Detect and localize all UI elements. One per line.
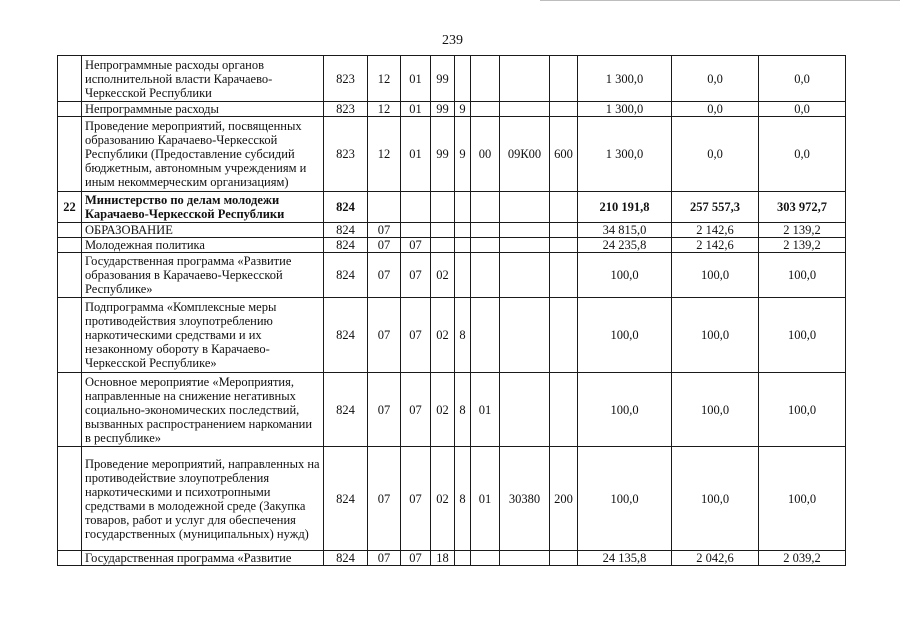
cell-vid [550, 253, 578, 298]
cell-vid: 200 [550, 447, 578, 551]
cell-idx [58, 102, 82, 117]
table-row [58, 192, 846, 223]
cell-sum1: 1 300,0 [578, 102, 672, 117]
cell-sum1: 24 235,8 [578, 238, 672, 253]
cell-sum1: 100,0 [578, 253, 672, 298]
budget-table-body [58, 56, 846, 566]
cell-prog: 99 [431, 117, 455, 192]
cell-podrazdel: 07 [401, 551, 431, 566]
cell-sum3: 0,0 [759, 56, 846, 102]
cell-podprog: 9 [455, 102, 471, 117]
cell-ved: 824 [324, 551, 368, 566]
cell-osn [471, 551, 500, 566]
cell-sum3: 2 139,2 [759, 223, 846, 238]
cell-razdel: 07 [368, 298, 401, 373]
cell-ved: 824 [324, 223, 368, 238]
cell-podrazdel: 01 [401, 117, 431, 192]
cell-sum2: 100,0 [672, 298, 759, 373]
cell-sum3: 100,0 [759, 298, 846, 373]
cell-osn: 01 [471, 373, 500, 447]
cell-sum2: 0,0 [672, 102, 759, 117]
cell-sum2: 100,0 [672, 447, 759, 551]
table-row [58, 102, 846, 117]
cell-direction [500, 238, 550, 253]
cell-direction [500, 551, 550, 566]
cell-ved: 823 [324, 102, 368, 117]
cell-idx [58, 373, 82, 447]
cell-prog: 02 [431, 447, 455, 551]
cell-direction [500, 223, 550, 238]
cell-podprog: 8 [455, 373, 471, 447]
cell-podprog: 8 [455, 298, 471, 373]
cell-razdel: 07 [368, 253, 401, 298]
cell-name: Основное мероприятие «Мероприятия, направленные на снижение негативных социально-экономических последствий, вызванных распространением наркомании в республике» [82, 373, 324, 447]
cell-vid [550, 238, 578, 253]
cell-osn [471, 102, 500, 117]
cell-name: Непрограммные расходы [82, 102, 324, 117]
cell-direction [500, 102, 550, 117]
cell-direction [500, 56, 550, 102]
cell-sum2: 100,0 [672, 253, 759, 298]
cell-sum1: 100,0 [578, 373, 672, 447]
cell-sum1: 34 815,0 [578, 223, 672, 238]
cell-sum1: 1 300,0 [578, 117, 672, 192]
cell-name: Проведение мероприятий, посвященных образованию Карачаево-Черкесской Республики (Предоставление субсидий бюджетным, автономным учреждениям и иным некоммерческим организациям) [82, 117, 324, 192]
cell-sum2: 2 042,6 [672, 551, 759, 566]
table-row [58, 223, 846, 238]
cell-vid [550, 102, 578, 117]
cell-direction [500, 192, 550, 223]
cell-idx [58, 223, 82, 238]
cell-podrazdel: 07 [401, 373, 431, 447]
cell-sum3: 100,0 [759, 373, 846, 447]
cell-razdel [368, 192, 401, 223]
cell-name: Непрограммные расходы органов исполнительной власти Карачаево-Черкесской Республики [82, 56, 324, 102]
cell-vid [550, 192, 578, 223]
cell-ved: 824 [324, 253, 368, 298]
cell-razdel: 07 [368, 447, 401, 551]
cell-podrazdel: 07 [401, 238, 431, 253]
cell-podrazdel: 07 [401, 253, 431, 298]
cell-podprog [455, 551, 471, 566]
cell-sum1: 100,0 [578, 298, 672, 373]
cell-osn [471, 253, 500, 298]
cell-razdel: 12 [368, 117, 401, 192]
cell-podprog [455, 253, 471, 298]
table-row [58, 56, 846, 102]
cell-podrazdel: 01 [401, 56, 431, 102]
cell-direction: 09К00 [500, 117, 550, 192]
cell-prog: 99 [431, 56, 455, 102]
cell-name: ОБРАЗОВАНИЕ [82, 223, 324, 238]
cell-osn [471, 192, 500, 223]
cell-direction [500, 373, 550, 447]
cell-podrazdel [401, 192, 431, 223]
cell-podrazdel [401, 223, 431, 238]
scan-edge-line [540, 0, 900, 1]
cell-osn [471, 238, 500, 253]
cell-podrazdel: 07 [401, 298, 431, 373]
cell-name: Подпрограмма «Комплексные меры противодействия злоупотреблению наркотическими средствами и их незаконному обороту в Карачаево-Черкесской Республике» [82, 298, 324, 373]
cell-podprog: 9 [455, 117, 471, 192]
cell-ved: 824 [324, 192, 368, 223]
cell-razdel: 12 [368, 56, 401, 102]
cell-prog [431, 192, 455, 223]
cell-podprog [455, 192, 471, 223]
cell-name: Государственная программа «Развитие образования в Карачаево-Черкесской Республике» [82, 253, 324, 298]
cell-direction [500, 253, 550, 298]
table-row [58, 447, 846, 551]
cell-prog: 02 [431, 298, 455, 373]
cell-ved: 824 [324, 447, 368, 551]
cell-podrazdel: 01 [401, 102, 431, 117]
table-row [58, 117, 846, 192]
cell-direction: 30380 [500, 447, 550, 551]
cell-osn: 01 [471, 447, 500, 551]
page-number: 239 [442, 33, 463, 48]
cell-sum3: 2 039,2 [759, 551, 846, 566]
cell-prog: 99 [431, 102, 455, 117]
cell-sum3: 100,0 [759, 253, 846, 298]
cell-ved: 824 [324, 373, 368, 447]
cell-razdel: 07 [368, 238, 401, 253]
cell-idx [58, 253, 82, 298]
cell-podprog: 8 [455, 447, 471, 551]
budget-table [57, 55, 846, 566]
cell-podprog [455, 238, 471, 253]
cell-osn [471, 298, 500, 373]
cell-sum3: 0,0 [759, 117, 846, 192]
cell-vid: 600 [550, 117, 578, 192]
cell-idx [58, 298, 82, 373]
cell-podprog [455, 223, 471, 238]
cell-sum2: 257 557,3 [672, 192, 759, 223]
cell-podrazdel: 07 [401, 447, 431, 551]
cell-ved: 824 [324, 238, 368, 253]
cell-vid [550, 298, 578, 373]
cell-sum3: 303 972,7 [759, 192, 846, 223]
table-row [58, 238, 846, 253]
cell-prog: 02 [431, 373, 455, 447]
cell-prog [431, 238, 455, 253]
cell-ved: 824 [324, 298, 368, 373]
table-row [58, 253, 846, 298]
cell-sum3: 100,0 [759, 447, 846, 551]
cell-razdel: 07 [368, 551, 401, 566]
cell-sum1: 100,0 [578, 447, 672, 551]
cell-sum2: 0,0 [672, 56, 759, 102]
cell-sum2: 0,0 [672, 117, 759, 192]
cell-prog: 18 [431, 551, 455, 566]
cell-prog: 02 [431, 253, 455, 298]
cell-razdel: 07 [368, 223, 401, 238]
cell-razdel: 12 [368, 102, 401, 117]
cell-idx: 22 [58, 192, 82, 223]
cell-osn [471, 56, 500, 102]
cell-direction [500, 298, 550, 373]
cell-sum1: 1 300,0 [578, 56, 672, 102]
cell-name: Проведение мероприятий, направленных на противодействие злоупотребления наркотическими и психотропными средствами в молодежной среде (Закупка товаров, работ и услуг для обеспечения государственных (муниципальных) нужд) [82, 447, 324, 551]
cell-podprog [455, 56, 471, 102]
table-row [58, 373, 846, 447]
cell-idx [58, 56, 82, 102]
cell-name: Государственная программа «Развитие [82, 551, 324, 566]
cell-vid [550, 56, 578, 102]
cell-idx [58, 551, 82, 566]
cell-osn: 00 [471, 117, 500, 192]
cell-sum3: 0,0 [759, 102, 846, 117]
cell-sum2: 100,0 [672, 373, 759, 447]
cell-ved: 823 [324, 117, 368, 192]
table-row [58, 551, 846, 566]
cell-razdel: 07 [368, 373, 401, 447]
cell-name: Министерство по делам молодежи Карачаево-Черкесской Республики [82, 192, 324, 223]
cell-vid [550, 373, 578, 447]
cell-ved: 823 [324, 56, 368, 102]
cell-idx [58, 447, 82, 551]
cell-vid [550, 223, 578, 238]
cell-sum1: 210 191,8 [578, 192, 672, 223]
cell-osn [471, 223, 500, 238]
cell-vid [550, 551, 578, 566]
cell-sum2: 2 142,6 [672, 238, 759, 253]
table-row [58, 298, 846, 373]
cell-prog [431, 223, 455, 238]
cell-idx [58, 238, 82, 253]
cell-sum1: 24 135,8 [578, 551, 672, 566]
cell-name: Молодежная политика [82, 238, 324, 253]
cell-sum3: 2 139,2 [759, 238, 846, 253]
cell-idx [58, 117, 82, 192]
cell-sum2: 2 142,6 [672, 223, 759, 238]
